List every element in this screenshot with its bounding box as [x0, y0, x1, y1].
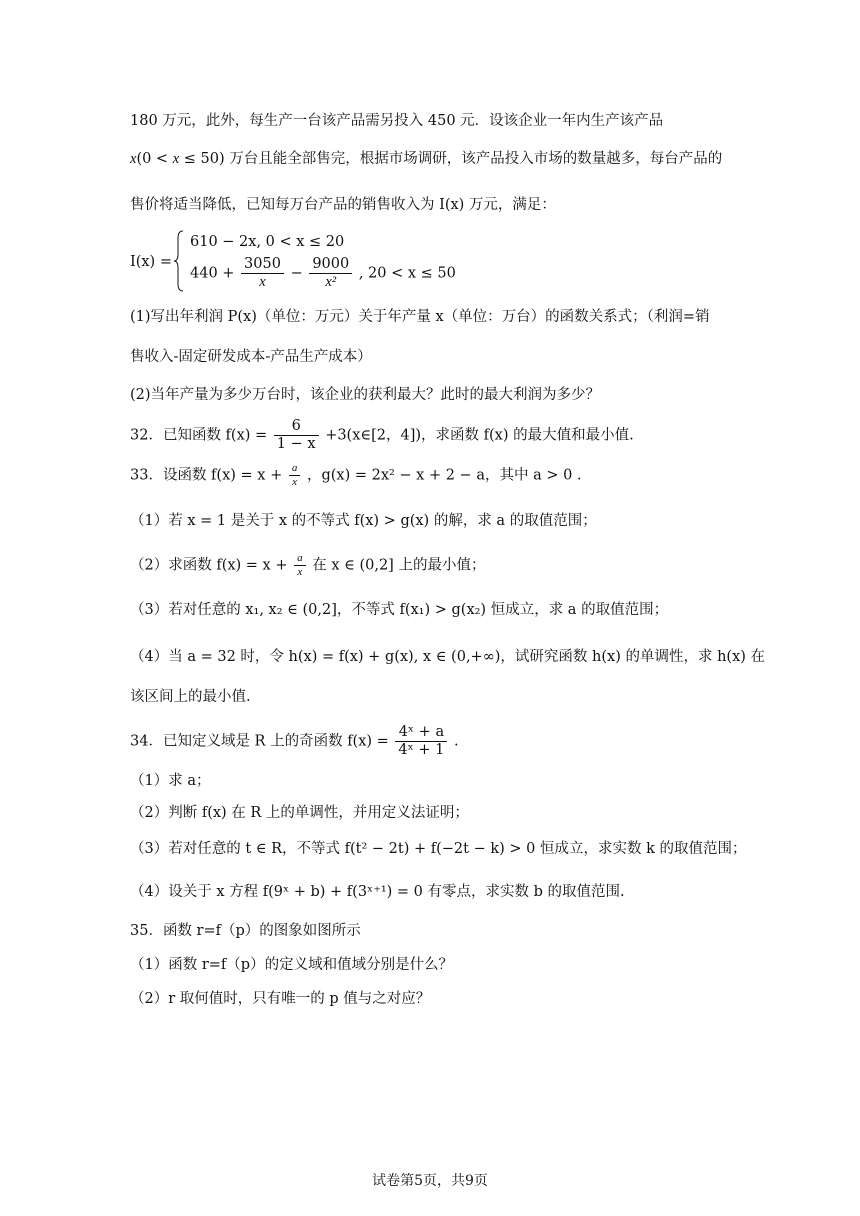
problem-34-part-1: （1）求 a； [130, 773, 211, 789]
problem-34-stem: 34．已知定义域是 R 上的奇函数 f(x) = $\frac{\text{4ˣ + a}}{\text{4ˣ + 1}}$ . [130, 724, 459, 758]
left-brace-icon [174, 230, 184, 292]
piecewise-case-2: 440 + $\frac{3050}{x}$ − $\frac{9000}{\text{x²}}$ , 20 < x ≤ 50 [190, 256, 456, 290]
problem-33-stem: 33．设函数 f(x) = x + $\frac{a}{x}$ ，g(x) = 2x² − x + 2 − a，其中 a > 0 . [130, 462, 582, 488]
problem-35-part-1: （1）函数 r=f（p）的定义域和值域分别是什么？ [130, 957, 454, 973]
problem-32: 32．已知函数 f(x) = $\frac{6}{1 - x}$ +3(x∈[2，4])，求函数 f(x) 的最大值和最小值. [130, 418, 634, 452]
problem-35-part-2: （2）r 取何值时，只有唯一的 p 值与之对应？ [130, 991, 431, 1007]
problem-34-part-3: （3）若对任意的 t ∈ R，不等式 f(t² − 2t) + f(−2t − k) > 0 恒成立，求实数 k 的取值范围； [130, 841, 747, 857]
piecewise-case-1: 610 − 2x, 0 < x ≤ 20 [190, 234, 345, 250]
page-footer: 试卷第5页，共9页 [372, 1173, 488, 1189]
piecewise-function [130, 230, 490, 292]
q31-part-1-line-2: 售收入-固定研发成本-产品生产成本） [130, 349, 372, 365]
intro-line-2: x(0 < x ≤ 50) 万台且能全部售完，根据市场调研，该产品投入市场的数量越多，每台产品的 [130, 151, 723, 167]
problem-35-stem: 35．函数 r=f（p）的图象如图所示 [130, 923, 361, 939]
problem-33-part-3: （3）若对任意的 x₁, x₂ ∈ (0,2]，不等式 f(x₁) > g(x₂) 恒成立，求 a 的取值范围； [130, 602, 669, 618]
problem-34-part-4: （4）设关于 x 方程 f(9ˣ + b) + f(3ˣ⁺¹) = 0 有零点，求实数 b 的取值范围. [130, 884, 625, 900]
problem-34-part-2: （2）判断 f(x) 在 R 上的单调性，并用定义法证明； [130, 805, 469, 821]
problem-33-part-1: （1）若 x = 1 是关于 x 的不等式 f(x) > g(x) 的解，求 a 的取值范围； [130, 513, 597, 529]
intro-line-3: 售价将适当降低，已知每万台产品的销售收入为 I(x) 万元，满足： [130, 197, 556, 213]
problem-33-part-2: （2）求函数 f(x) = x + $\frac{a}{x}$ 在 x ∈ (0,2] 上的最小值； [130, 552, 486, 578]
problem-33-part-4-line-1: （4）当 a = 32 时，令 h(x) = f(x) + g(x), x ∈ (0,+∞)，试研究函数 h(x) 的单调性，求 h(x) 在 [130, 649, 766, 665]
q31-part-1-line-1: (1)写出年利润 P(x)（单位：万元）关于年产量 x（单位：万台）的函数关系式；（利润=销 [130, 309, 710, 325]
q31-part-2: (2)当年产量为多少万台时，该企业的获利最大？此时的最大利润为多少？ [130, 387, 601, 403]
piecewise-lhs: I(x) = [130, 254, 172, 270]
problem-33-part-4-line-2: 该区间上的最小值. [130, 689, 251, 705]
intro-line-1: 180 万元，此外，每生产一台该产品需另投入 450 元．设该企业一年内生产该产品 [130, 113, 664, 129]
